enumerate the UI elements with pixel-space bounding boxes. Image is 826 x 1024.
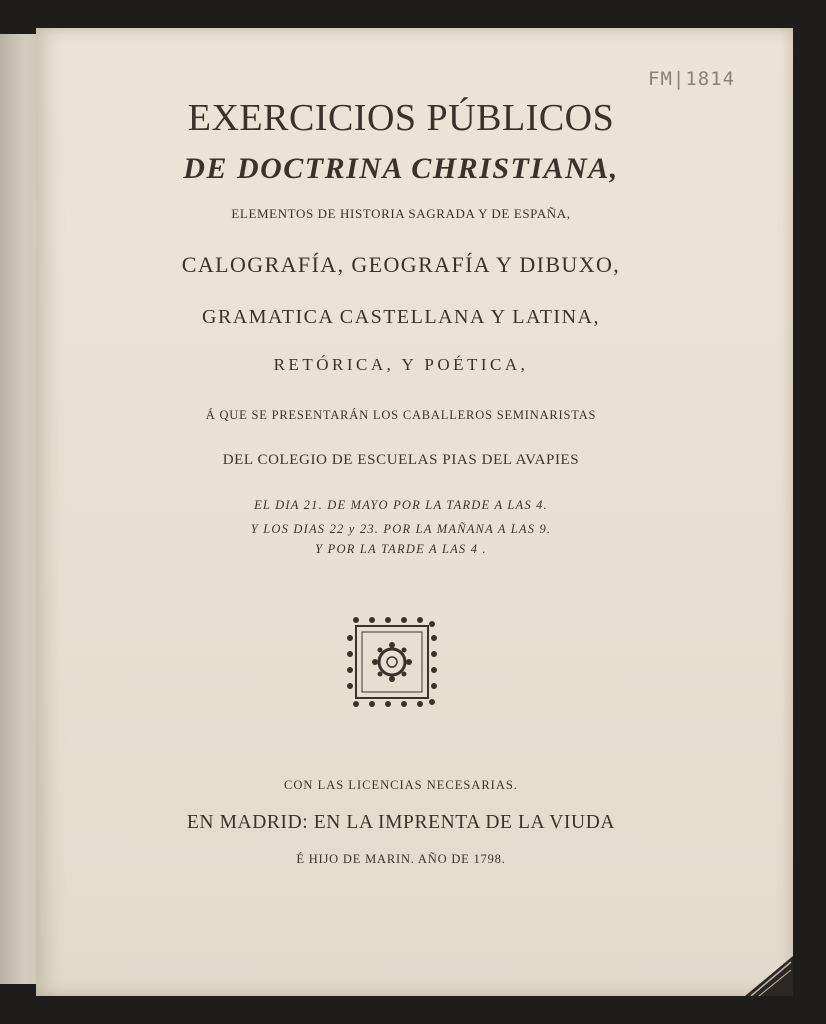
shelfmark: FM|1814 [648,68,736,90]
subject-line-grammar: GRAMATICA CASTELLANA Y LATINA, [202,306,600,328]
printer-ornament-icon [346,616,438,708]
imprint-line: EN MADRID: EN LA IMPRENTA DE LA VIUDA [186,812,616,833]
schedule-line-3: Y POR LA TARDE A LAS 4 . [315,542,487,556]
presenters-line: Á QUE SE PRESENTARÁN LOS CABALLEROS SEMINARISTAS [205,408,597,422]
page-title: EXERCICIOS PÚBLICOS [187,97,615,139]
schedule-line-1: EL DIA 21. DE MAYO POR LA TARDE A LAS 4. [254,498,548,512]
subject-line-rhetoric: RETÓRICA, Y POÉTICA, [273,355,529,374]
school-line: DEL COLEGIO DE ESCUELAS PIAS DEL AVAPIES [222,452,580,468]
imprint-year-line: É HIJO DE MARIN. AÑO DE 1798. [296,852,506,866]
subject-line-calography: CALOGRAFÍA, GEOGRAFÍA Y DIBUXO, [181,252,621,277]
page-corner-fold [745,956,793,996]
schedule-line-2: Y LOS DIAS 22 y 23. POR LA MAÑANA A LAS 9. [250,522,552,536]
subtitle: DE DOCTRINA CHRISTIANA, [183,152,619,185]
subject-line-history: ELEMENTOS DE HISTORIA SAGRADA Y DE ESPAÑA, [231,206,571,221]
title-page [36,28,793,996]
licenses-line: CON LAS LICENCIAS NECESARIAS. [284,778,518,792]
